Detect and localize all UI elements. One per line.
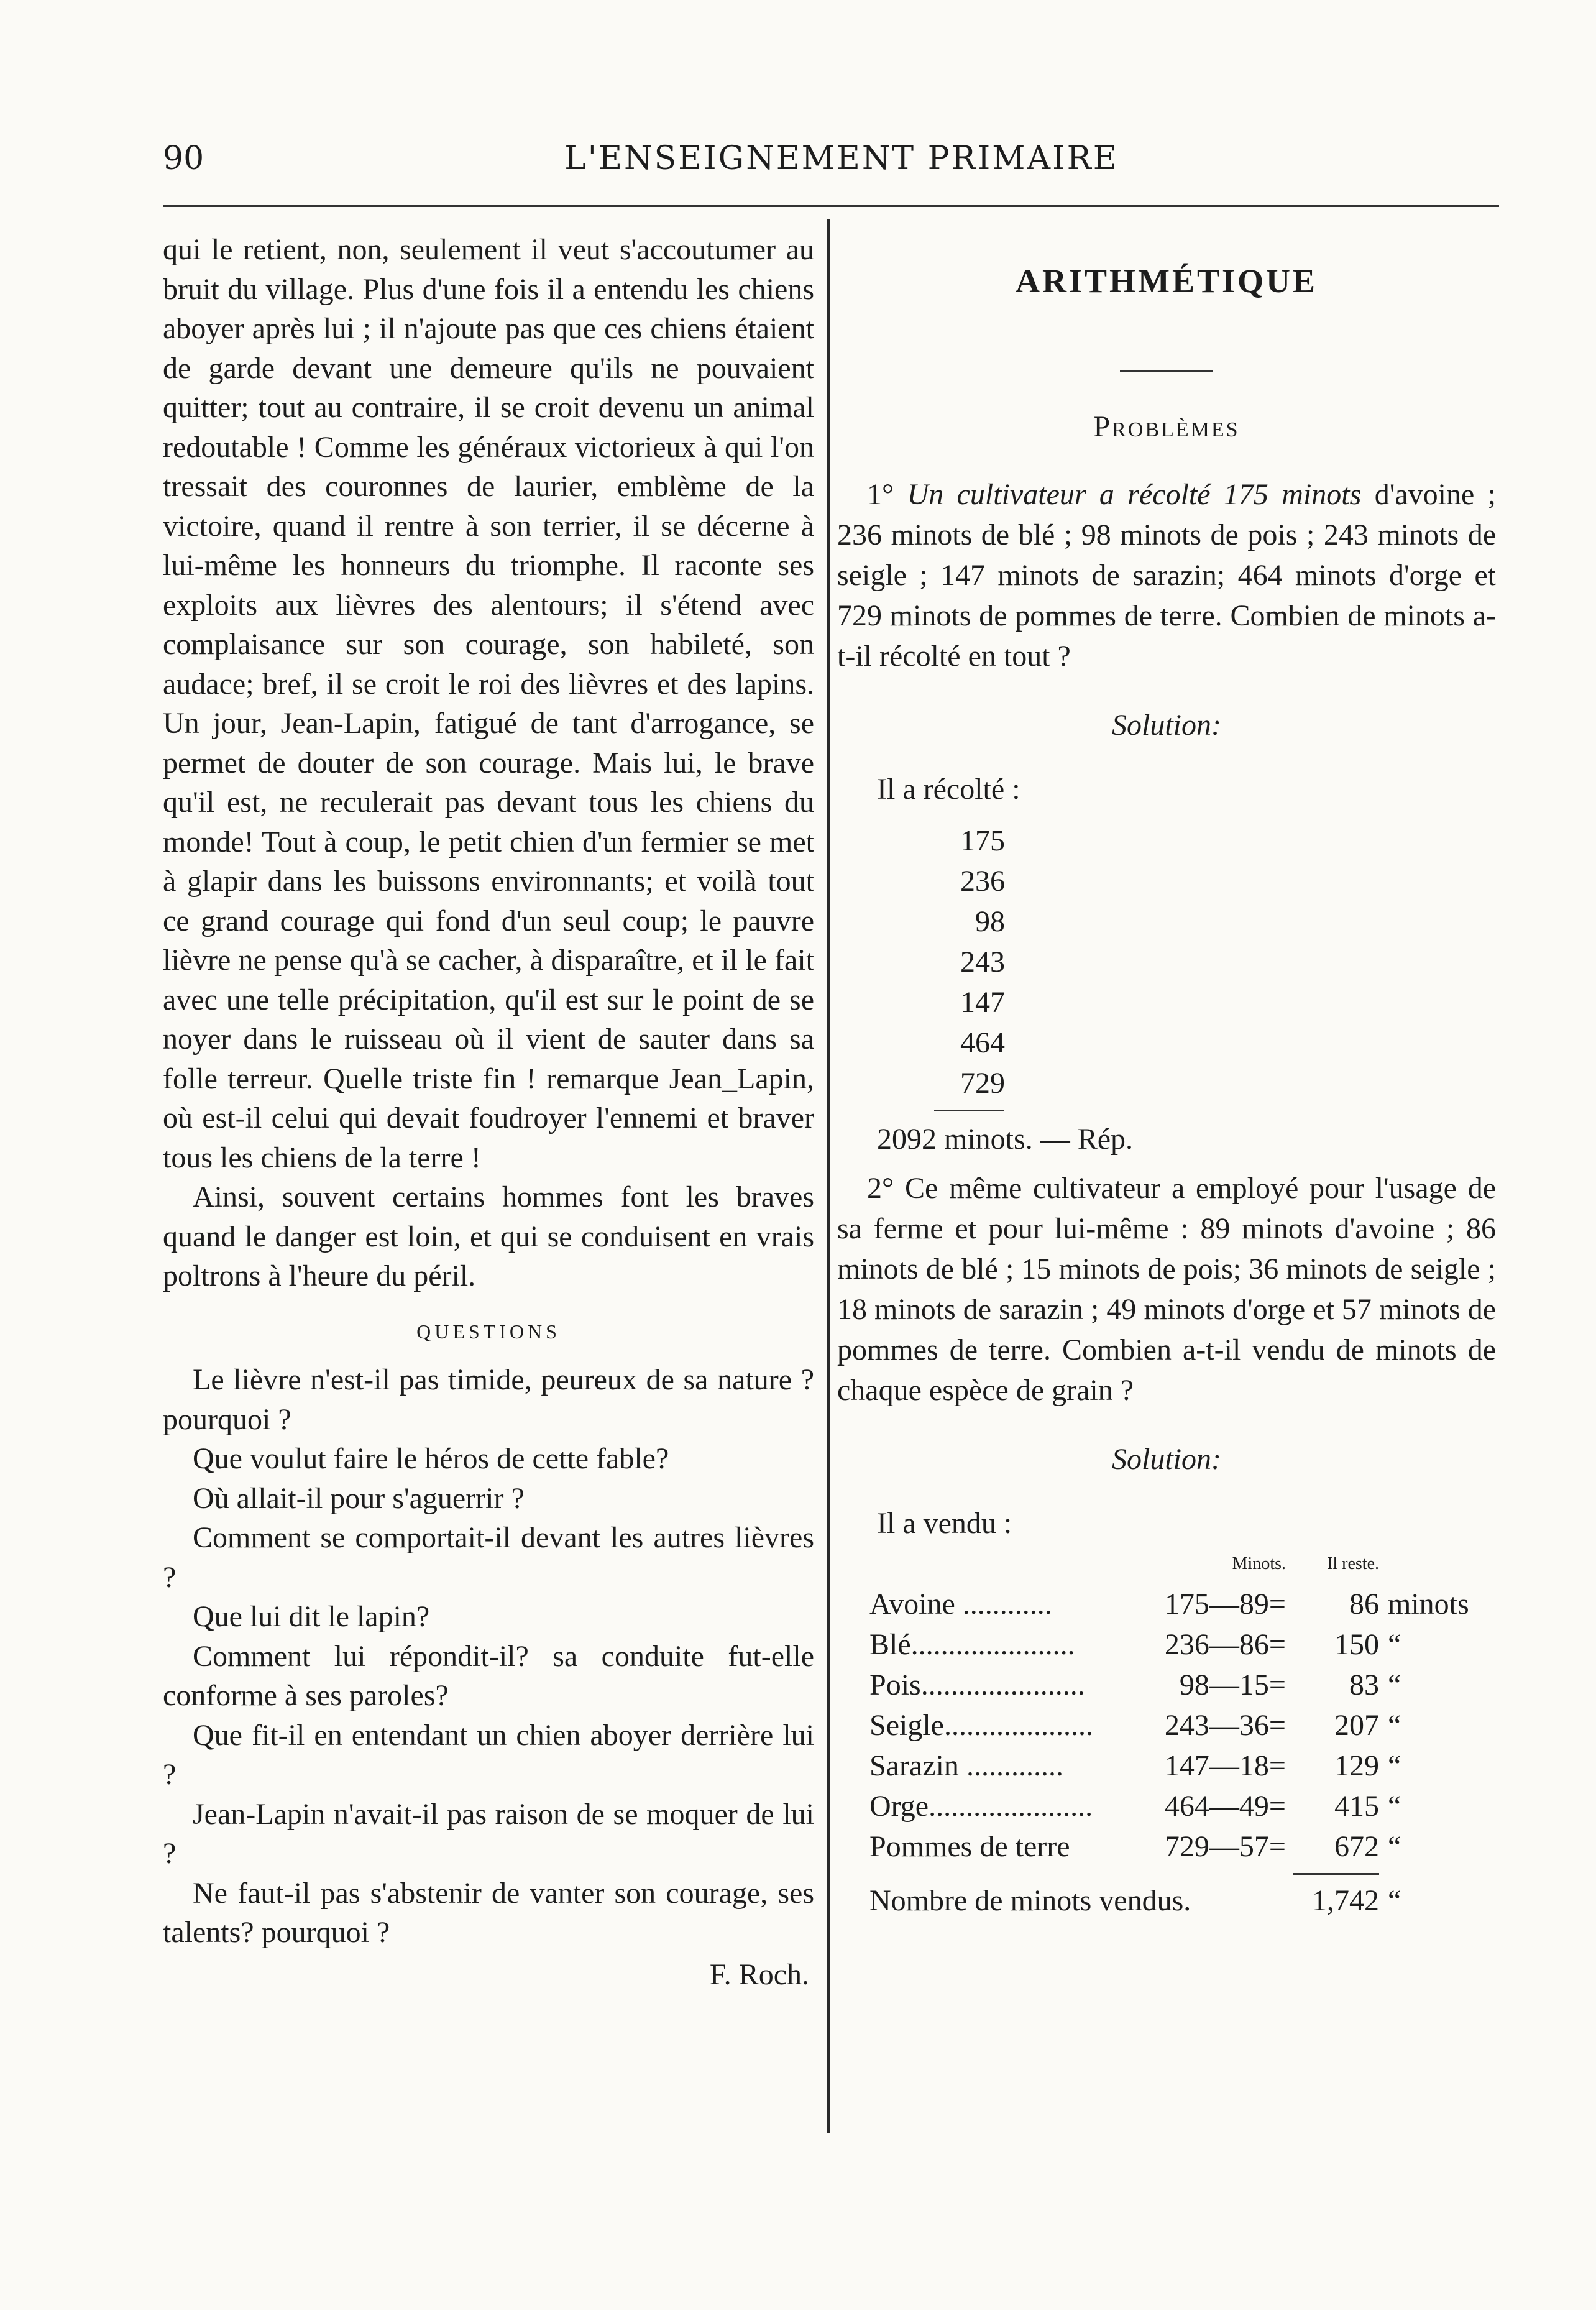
fable-paragraph-1: qui le retient, non, seulement il veut s'accoutumer au bruit du village. Plus d'une fois il a entendu les chiens aboyer après lui ; il n'ajoute pas que ces chiens étaient de garde devant une demeure qu'ils ne pouvaient quitter; tout au contraire, il se croit devenu un animal redoutable ! Comme les généraux victorieux à qui l'on tressait des couronnes de laurier, emblème de la victoire, quand il rentre à son terrier, il se décerne à lui-même les honneurs du triomphe. Il raconte ses exploits aux lièvres des alentours; il s'étend avec complaisance sur son courage, son habileté, son audace; bref, il se croit le roi des lièvres et des lapins. Un jour, Jean-Lapin, fatigué de tant d'arrogance, se permet de douter de son courage. Mais lui, le brave qu'il est, ne reculerait pas devant tous les chiens du monde! Tout à coup, le petit chien d'un fermier se met à glapir dans les buissons environnants; et voilà tout ce grand courage qui fond d'un seul coup; le pauvre lièvre ne pense qu'à se cacher, à disparaître, et il le fait avec une telle précipitation, qu'il est sur le point de se noyer dans le ruisseau où il vient de sauter dans sa folle terreur. Quelle triste fin ! remarque Jean_Lapin, où est-il celui qui devait foudroyer l'ennemi et braver tous les chiens de la terre ! <box>163 233 814 1174</box>
addend: 243 <box>960 946 1005 978</box>
grain-name: Pommes de terre <box>869 1830 1070 1863</box>
ditto-mark: “ <box>1388 1628 1401 1661</box>
addend: 175 <box>960 824 1005 857</box>
remainder: 415 <box>1334 1790 1379 1823</box>
leader-dots: ...................... <box>920 1668 1085 1701</box>
question-item: Comment lui répondit-il? sa conduite fut-elle conforme à ses paroles? <box>163 1639 814 1712</box>
right-column <box>837 230 1496 1921</box>
left-column <box>163 230 814 1994</box>
sales-table <box>869 1544 1487 1921</box>
leader-dots: .................... <box>943 1709 1093 1742</box>
table-row <box>869 1584 1487 1624</box>
question-item: Que lui dit le lapin? <box>193 1600 430 1633</box>
question-item: Que voulut faire le héros de cette fable? <box>193 1442 669 1475</box>
page-number: 90 <box>163 140 204 177</box>
problem-1-text: d'avoine ; 236 minots de blé ; 98 minots de pois ; 243 minots de seigle ; 147 minots de sarazin; 464 minots d'orge et 729 minots de pommes de terre. Combien de minots a-t-il récolté en tout ? <box>837 478 1497 673</box>
subtraction: 236—86= <box>1164 1628 1286 1661</box>
remainder: 672 <box>1334 1830 1379 1863</box>
question-item: Jean-Lapin n'avait-il pas raison de se moquer de lui ? <box>163 1797 814 1870</box>
problem-1-lead: Un cultivateur a récolté 175 minots <box>907 478 1362 511</box>
remainder: 207 <box>1334 1709 1379 1742</box>
grain-name: Avoine <box>869 1588 955 1621</box>
ditto-mark: “ <box>1388 1709 1401 1742</box>
column-divider <box>827 219 830 2133</box>
sum-rule <box>934 1110 1004 1111</box>
ditto-mark: “ <box>1388 1790 1401 1823</box>
grain-name: Sarazin <box>869 1749 959 1782</box>
unit: minots <box>1388 1588 1469 1621</box>
ditto-mark: “ <box>1388 1830 1401 1863</box>
table-row <box>869 1665 1487 1705</box>
subtraction: 243—36= <box>1164 1709 1286 1742</box>
ditto-mark: “ <box>1388 1668 1401 1701</box>
problem-1-answer <box>877 1119 1496 1159</box>
table-row <box>869 1826 1487 1867</box>
problem-2-text: Ce même cultivateur a employé pour l'usage de sa ferme et pour lui-même : 89 minots d'avoine ; 86 minots de blé ; 15 minots de pois; 36 minots de seigle ; 18 minots de sarazin ; 49 minots d'orge et 57 minots de pommes de terre. Combien a-t-il vendu de minots de chaque espèce de grain ? <box>837 1172 1497 1407</box>
problem-2-solution-label: Solution: <box>1112 1443 1221 1476</box>
problem-2-number: 2° <box>867 1172 894 1205</box>
column-header-minots: Minots. <box>1232 1554 1286 1573</box>
addend: 147 <box>960 986 1005 1019</box>
grain-name: Pois <box>869 1668 921 1701</box>
problem-1-solution-label: Solution: <box>1112 709 1221 742</box>
question-item: Que fit-il en entendant un chien aboyer derrière lui ? <box>163 1718 814 1791</box>
total-rule-row <box>869 1867 1487 1880</box>
problem-1-answer-suffix: minots. — Rép. <box>944 1123 1134 1156</box>
section-title: ARITHMÉTIQUE <box>1015 262 1318 300</box>
addend: 98 <box>975 905 1005 938</box>
subtraction: 729—57= <box>1164 1830 1286 1863</box>
grain-name: Seigle <box>869 1709 944 1742</box>
leader-dots: ...................... <box>929 1790 1093 1823</box>
table-row <box>869 1705 1487 1746</box>
table-row <box>869 1786 1487 1826</box>
subsection-title: Problèmes <box>1093 410 1240 443</box>
table-row <box>869 1746 1487 1786</box>
leader-dots: ............ <box>955 1588 1052 1621</box>
addend: 729 <box>960 1067 1005 1100</box>
question-item: Comment se comportait-il devant les autres lièvres ? <box>163 1521 814 1594</box>
remainder: 150 <box>1334 1628 1379 1661</box>
subtraction: 147—18= <box>1164 1749 1286 1782</box>
header-rule <box>163 205 1499 207</box>
addend: 236 <box>960 865 1005 898</box>
section-rule <box>1120 370 1213 372</box>
ditto-mark: “ <box>1388 1749 1401 1782</box>
column-header-reste: Il reste. <box>1327 1554 1379 1573</box>
problem-1-statement <box>837 474 1496 676</box>
sales-table-header <box>869 1544 1487 1584</box>
grain-name: Blé <box>869 1628 911 1661</box>
total-value: 1,742 <box>1312 1884 1379 1917</box>
problem-2-intro: Il a vendu : <box>877 1507 1012 1540</box>
fable-paragraph-2: Ainsi, souvent certains hommes font les braves quand le danger est loin, et qui se conduisent en vrais poltrons à l'heure du péril. <box>163 1180 814 1292</box>
question-item: Le lièvre n'est-il pas timide, peureux de sa nature ? pourquoi ? <box>163 1363 814 1436</box>
leader-dots: ............. <box>958 1749 1063 1782</box>
problem-2-statement <box>837 1168 1496 1410</box>
ditto-mark: “ <box>1388 1884 1401 1917</box>
addend: 464 <box>960 1026 1005 1059</box>
total-row <box>869 1880 1487 1921</box>
problem-1-addends <box>918 821 1005 1103</box>
subtraction: 175—89= <box>1164 1588 1286 1621</box>
remainder: 129 <box>1334 1749 1379 1782</box>
total-rule <box>1293 1873 1379 1875</box>
remainder: 86 <box>1349 1588 1379 1621</box>
author-signature: F. Roch. <box>709 1958 809 1991</box>
grain-name: Orge <box>869 1790 929 1823</box>
problem-1-number: 1° <box>867 478 894 511</box>
running-title: L'ENSEIGNEMENT PRIMAIRE <box>564 140 1119 177</box>
problem-1-intro: Il a récolté : <box>877 773 1020 806</box>
subtraction: 98—15= <box>1179 1668 1286 1701</box>
subtraction: 464—49= <box>1164 1790 1286 1823</box>
remainder: 83 <box>1349 1668 1379 1701</box>
table-row <box>869 1624 1487 1665</box>
question-item: Où allait-il pour s'aguerrir ? <box>193 1481 525 1515</box>
question-item: Ne faut-il pas s'abstenir de vanter son courage, ses talents? pourquoi ? <box>163 1876 814 1949</box>
leader-dots: ...................... <box>910 1628 1075 1661</box>
questions-heading: QUESTIONS <box>416 1320 561 1343</box>
total-label: Nombre de minots vendus. <box>869 1884 1191 1917</box>
problem-1-total: 2092 <box>877 1123 937 1156</box>
